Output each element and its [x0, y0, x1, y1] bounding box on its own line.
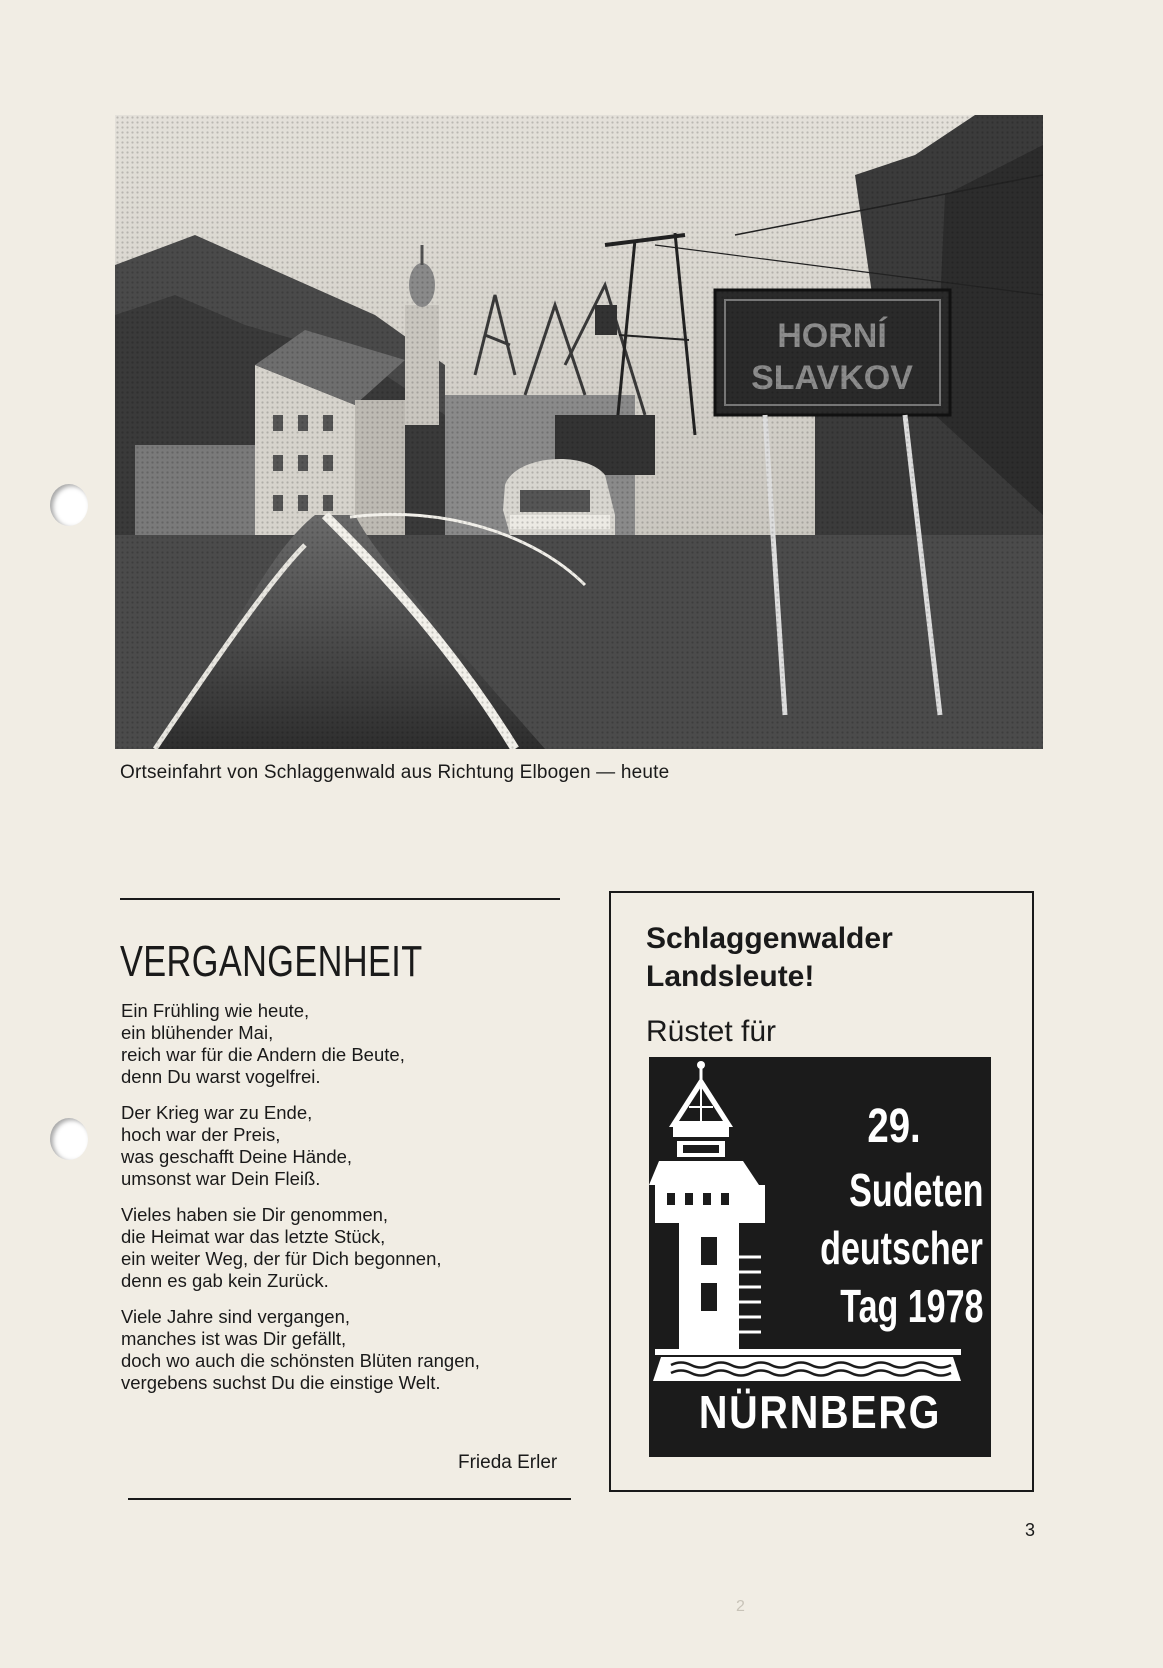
photo-caption: Ortseinfahrt von Schlaggenwald aus Richtung Elbogen — heute	[120, 762, 670, 783]
punch-hole-bottom	[50, 1118, 88, 1160]
event-line-3: Tag 1978	[839, 1280, 983, 1332]
faint-footer-mark: 2	[736, 1598, 745, 1615]
poem-line: ein blühender Mai,	[121, 1022, 274, 1043]
poem-line: Viele Jahre sind vergangen,	[121, 1306, 351, 1327]
poem-stanza-2	[121, 1102, 591, 1190]
event-line-1: Sudeten	[848, 1164, 983, 1216]
announcement-heading-line2: Landsleute!	[646, 960, 815, 993]
poem-line: die Heimat war das letzte Stück,	[121, 1226, 386, 1247]
poem-stanza-4	[121, 1306, 591, 1394]
street-photo	[115, 115, 1043, 749]
poem-line: Ein Frühling wie heute,	[121, 1000, 310, 1021]
poem-line: Der Krieg war zu Ende,	[121, 1102, 313, 1123]
poem-line: doch wo auch die schönsten Blüten rangen,	[121, 1350, 480, 1371]
poem-line: manches ist was Dir gefällt,	[121, 1328, 347, 1349]
poem-line: was geschafft Deine Hände,	[121, 1146, 353, 1167]
poem-line: ein weiter Weg, der für Dich begonnen,	[121, 1248, 442, 1269]
street-photo-illustration	[115, 115, 1043, 749]
poem-line: umsonst war Dein Fleiß.	[121, 1168, 321, 1189]
poem-line: Vieles haben sie Dir genommen,	[121, 1204, 389, 1225]
punch-hole-top	[50, 484, 88, 526]
event-city: NÜRNBERG	[698, 1386, 942, 1438]
poem-line: denn Du warst vogelfrei.	[121, 1066, 321, 1087]
sudetendeutscher-tag-emblem	[649, 1057, 991, 1457]
announcement-subheading: Rüstet für	[646, 1015, 777, 1048]
poem-stanza-3	[121, 1204, 591, 1292]
poem-stanza-1	[121, 1000, 591, 1088]
poem-line: hoch war der Preis,	[121, 1124, 281, 1145]
page-number: 3	[1025, 1520, 1036, 1540]
poem-line: vergebens suchst Du die einstige Welt.	[121, 1372, 441, 1393]
poem-bottom-rule	[128, 1498, 571, 1500]
event-number: 29.	[867, 1100, 921, 1153]
poem-top-rule	[120, 898, 560, 900]
event-line-2: deutscher	[820, 1222, 983, 1274]
poem-title: VERGANGENHEIT	[120, 937, 423, 986]
poem-line: denn es gab kein Zurück.	[121, 1270, 329, 1291]
announcement-heading-line1: Schlaggenwalder	[646, 922, 893, 955]
announcement-heading	[646, 920, 893, 996]
poem-line: reich war für die Andern die Beute,	[121, 1044, 405, 1065]
poem-body	[121, 1000, 591, 1408]
poem-author: Frieda Erler	[458, 1452, 558, 1473]
